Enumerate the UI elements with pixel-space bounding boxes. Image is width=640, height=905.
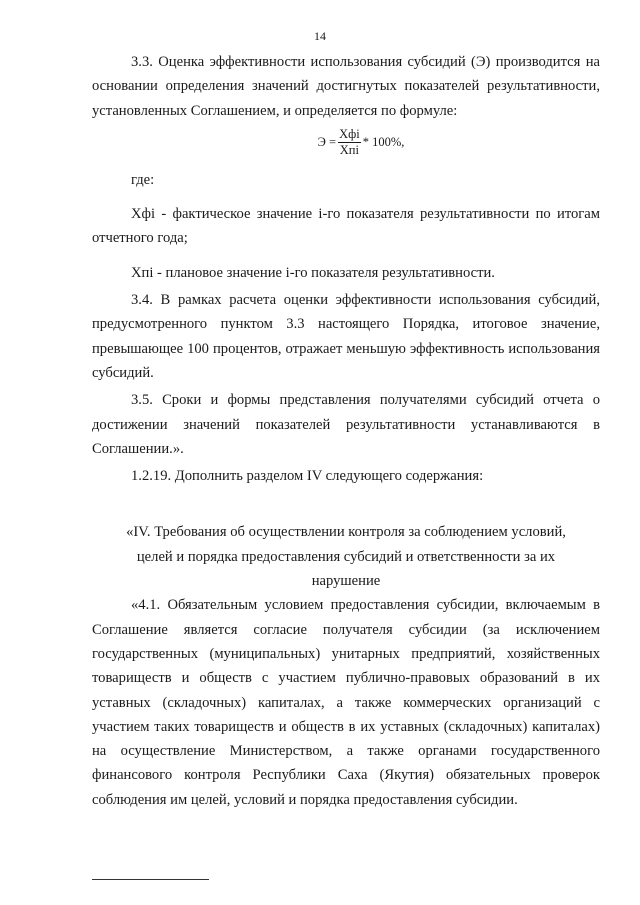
definition-actual: Хфi - фактическое значение i-го показателя результативности по итогам отчетного года; <box>92 206 600 247</box>
footnote-separator <box>92 879 209 880</box>
paragraph-3-5: 3.5. Сроки и формы представления получателями субсидий отчета о достижении значений показателей результативности устанавливаются в Соглашении.». <box>92 392 600 457</box>
section-title-line-1: «IV. Требования об осуществлении контроля за соблюдением условий, <box>126 524 566 541</box>
paragraph-4-1: «4.1. Обязательным условием предоставления субсидии, включаемым в Соглашение является согласие получателя субсидии (за исключением государственных (муниципальных) унитарных предприятий, хозяйственных товариществ и обществ с участием публично-правовых образований в их уставных (складочных) капиталах, а также коммерческих организаций с участием таких товариществ и обществ в их уставных (складочных) капиталах) на осуществление Министерством, а также органами государственного финансового контроля Республики Саха (Якутия) обязательных проверок соблюдения им целей, условий и порядка предоставления субсидии. <box>92 597 600 808</box>
formula-rhs: * 100%, <box>362 135 405 150</box>
definition-planned: Хпi - плановое значение i-го показателя результативности. <box>131 264 495 281</box>
section-title-line-3: нарушение <box>311 573 381 590</box>
section-iv-title <box>92 520 600 593</box>
efficiency-formula <box>122 127 600 158</box>
paragraph-1-2-19: 1.2.19. Дополнить разделом IV следующего содержания: <box>131 468 484 485</box>
document-body <box>92 50 600 812</box>
formula-fraction <box>338 127 361 158</box>
where-label: где: <box>131 171 155 188</box>
formula-lhs: Э = <box>317 135 337 150</box>
section-title-line-2: целей и порядка предоставления субсидий и ответственности за их <box>136 548 556 565</box>
formula-denominator: Хпi <box>339 142 359 157</box>
page-number: 14 <box>314 29 326 43</box>
formula-numerator: Хфi <box>339 126 360 141</box>
paragraph-3-4: 3.4. В рамках расчета оценки эффективности использования субсидий, предусмотренного пунктом 3.3 настоящего Порядка, итоговое значение, превышающее 100 процентов, отражает меньшую эффективность использования субсидий. <box>92 292 600 381</box>
paragraph-3-3: 3.3. Оценка эффективности использования субсидий (Э) производится на основании определения значений достигнутых показателей результативности, установленных Соглашением, и определяется по формуле: <box>92 54 600 119</box>
